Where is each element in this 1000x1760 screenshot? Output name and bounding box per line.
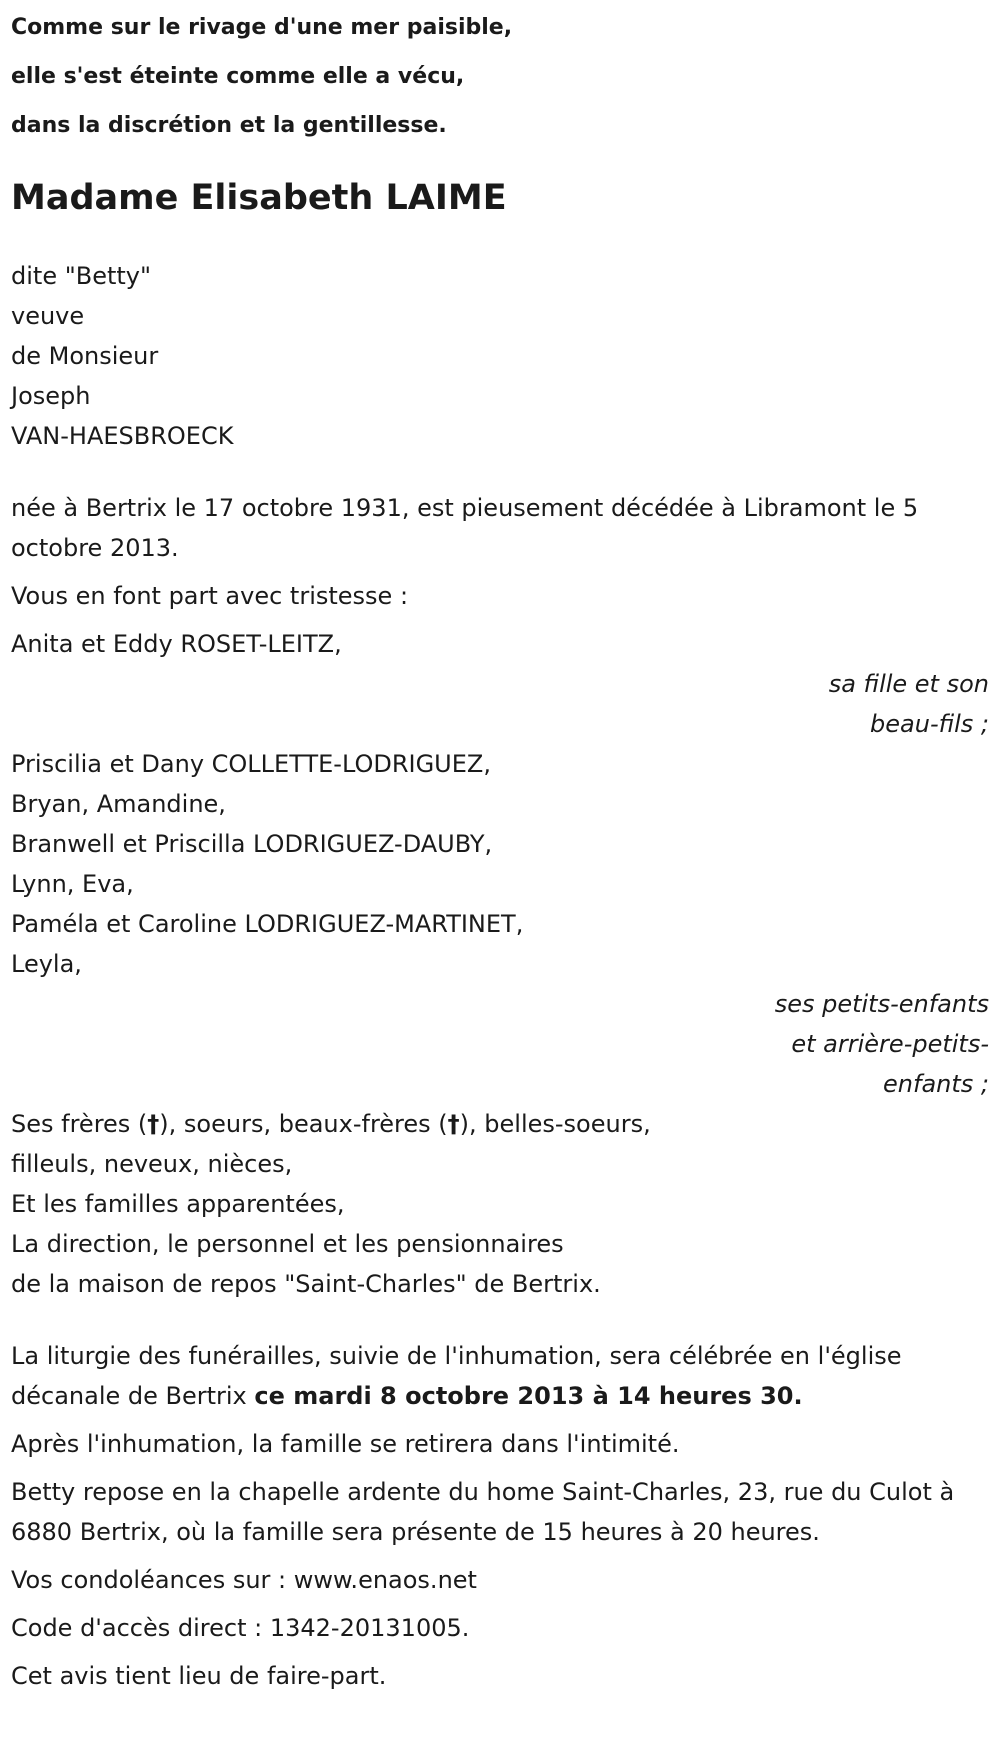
grandchildren-names [11,744,989,984]
identity-line: de Monsieur [11,342,159,370]
epigraph-line: elle s'est éteinte comme elle a vécu, [11,64,465,89]
access-code-text: Code d'accès direct : 1342-20131005. [11,1614,470,1642]
liturgy-date: ce mardi 8 octobre 2013 à 14 heures 30. [254,1382,803,1410]
grandchildren-relation [11,984,989,1104]
birth-death-text: née à Bertrix le 17 octobre 1931, est pieusement décédée à Libramont le 5 octobre 2013. [11,494,919,562]
condolences-text: Vos condoléances sur : www.enaos.net [11,1566,477,1594]
epigraph-line: Comme sur le rivage d'une mer paisible, [11,15,513,40]
relation-line: et arrière-petits- [791,1030,989,1058]
family-text: ), belles-soeurs, [459,1110,651,1138]
announcement-intro: Vous en font part avec tristesse : [11,582,409,610]
daughter-names: Anita et Eddy ROSET-LEITZ, [11,630,342,658]
after-burial-text: Après l'inhumation, la famille se retirera dans l'intimité. [11,1430,680,1458]
family-text: Ses frères ( [11,1110,148,1138]
epigraph [11,3,989,150]
identity-line: Joseph [11,382,91,410]
liturgy-main: La liturgie des funérailles, suivie de l'inhumation, sera célébrée en l'église décanale de Bertrix [11,1342,902,1410]
grandchild-line: Bryan, Amandine, [11,790,226,818]
relation-line: enfants ; [883,1070,989,1098]
family-line: La direction, le personnel et les pensionnaires [11,1230,564,1258]
cross-icon: † [147,1110,160,1138]
closing-text: Cet avis tient lieu de faire-part. [11,1662,387,1690]
family-line: filleuls, neveux, nièces, [11,1150,293,1178]
obituary-notice [11,0,989,1704]
identity-block [11,256,989,456]
cross-icon: † [447,1110,460,1138]
family-line [11,1104,989,1144]
liturgy-text [11,1336,989,1416]
grandchild-line: Paméla et Caroline LODRIGUEZ-MARTINET, [11,910,524,938]
grandchild-line: Lynn, Eva, [11,870,134,898]
family-block [11,1104,989,1304]
identity-line: dite "Betty" [11,262,152,290]
relation-line: beau-fils ; [870,710,989,738]
family-line: de la maison de repos "Saint-Charles" de Bertrix. [11,1270,601,1298]
relation-line: sa fille et son [828,670,989,698]
deceased-name: Madame Elisabeth LAIME [11,178,507,218]
chapel-text: Betty repose en la chapelle ardente du home Saint-Charles, 23, rue du Culot à 6880 Bertrix, où la famille sera présente de 15 heures à 20 heures. [11,1478,955,1546]
daughter-relation [11,664,989,744]
grandchild-line: Leyla, [11,950,82,978]
family-line: Et les familles apparentées, [11,1190,345,1218]
identity-line: VAN-HAESBROECK [11,422,234,450]
family-text: ), soeurs, beaux-frères ( [159,1110,448,1138]
epigraph-line: dans la discrétion et la gentillesse. [11,113,447,138]
relation-line: ses petits-enfants [774,990,989,1018]
identity-line: veuve [11,302,85,330]
grandchild-line: Branwell et Priscilla LODRIGUEZ-DAUBY, [11,830,493,858]
grandchild-line: Priscilia et Dany COLLETTE-LODRIGUEZ, [11,750,491,778]
